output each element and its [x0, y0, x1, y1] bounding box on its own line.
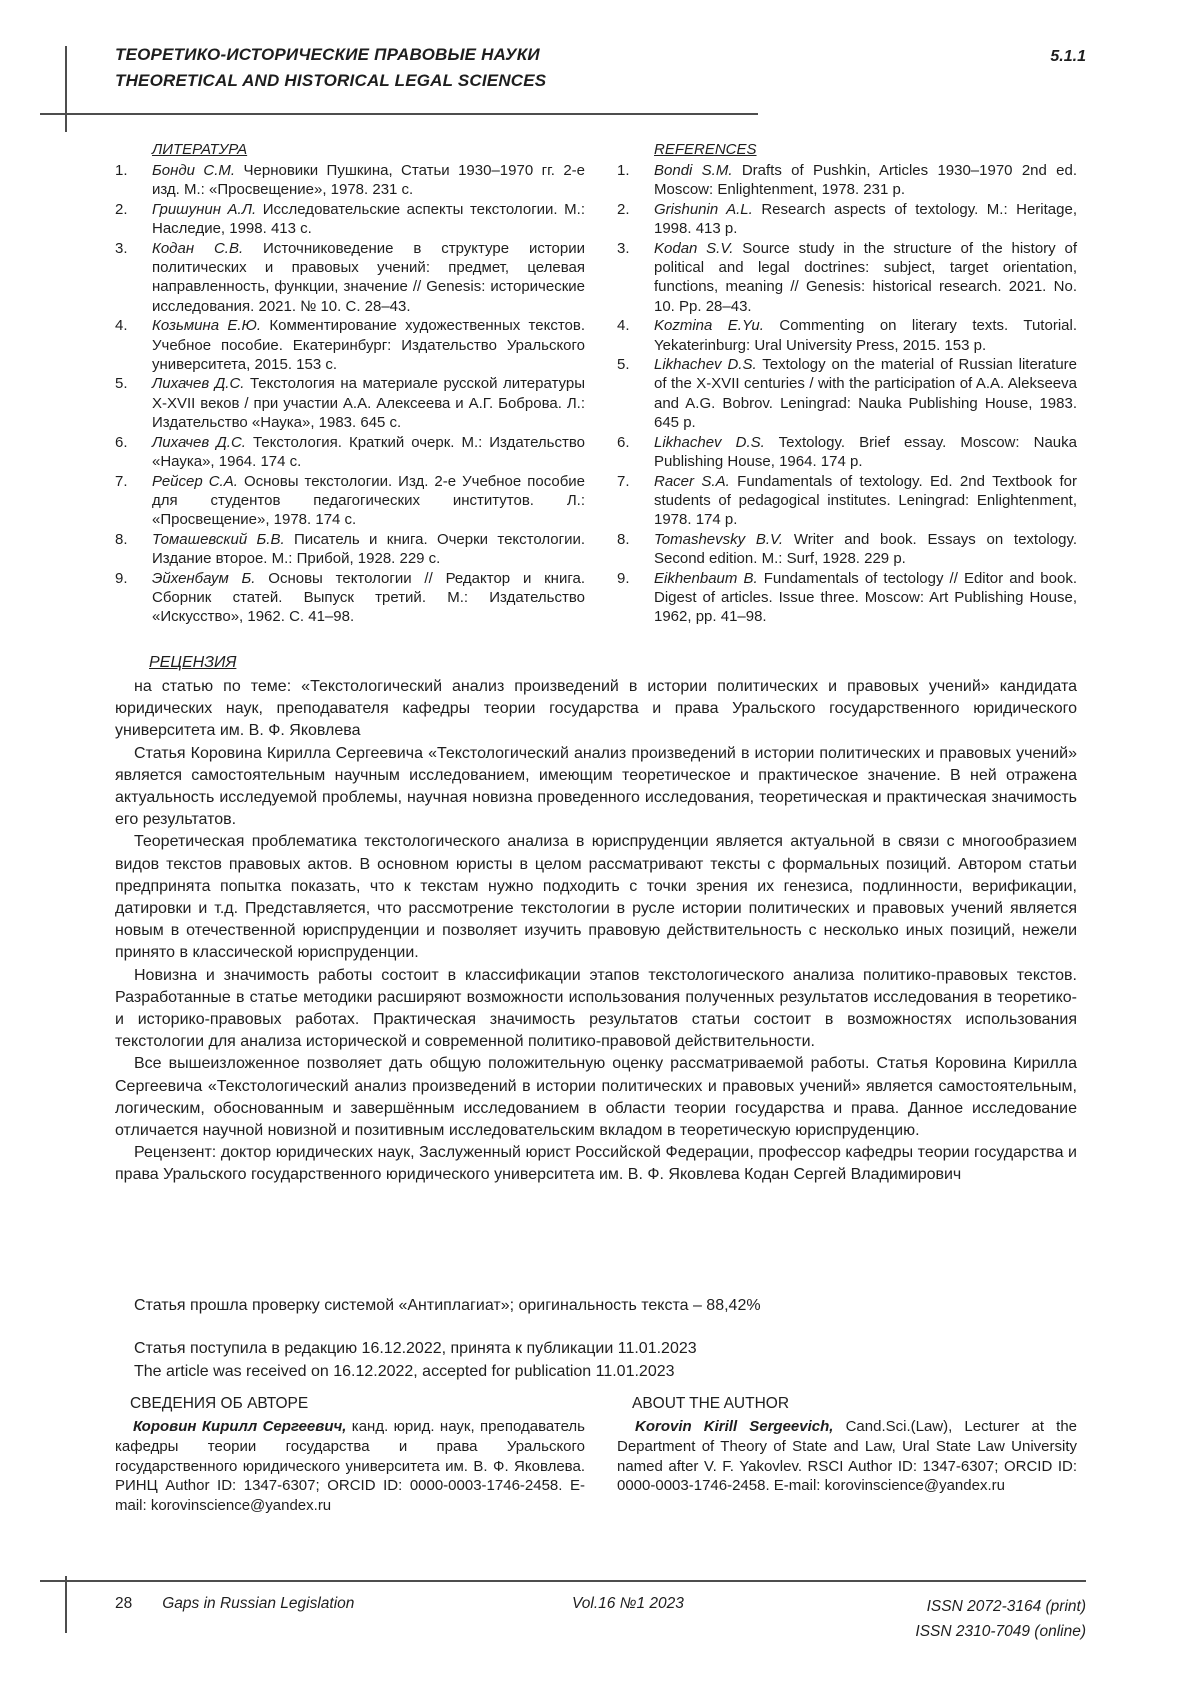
item-author: Kodan S.V.: [654, 239, 734, 257]
literature-item: [115, 161, 585, 200]
about-author-heading-ru: СВЕДЕНИЯ ОБ АВТОРЕ: [130, 1395, 309, 1412]
literature-item: [115, 530, 585, 569]
about-author-en: [617, 1394, 1077, 1516]
item-number: 8.: [115, 530, 128, 548]
item-author: Кодан С.В.: [152, 239, 244, 257]
item-number: 9.: [617, 569, 630, 587]
item-text: [152, 200, 585, 239]
item-text: [654, 569, 1077, 627]
item-citation: Source study in the structure of the history of political and legal doctrines: subject, target orientation, functions, meaning // Genesis: historical research. 2021. No. 10. Pp. 28–43.: [654, 239, 1077, 315]
item-text: [654, 239, 1077, 317]
literature-column: [115, 140, 585, 627]
item-number: 1.: [115, 162, 128, 179]
review-body: [115, 676, 1077, 1187]
item-number: 7.: [115, 472, 128, 490]
author-bio-en: [617, 1417, 1077, 1496]
item-text: [654, 530, 1077, 569]
item-author: Рейсер С.А.: [152, 472, 238, 490]
item-number: 2.: [617, 200, 630, 218]
item-citation: Основы тектологии // Редактор и книга. Сборник статей. Выпуск третий. М.: Издательство «Искусство», 1962. С. 41–98.: [152, 569, 586, 626]
volume-issue: Vol.16 №1 2023: [572, 1595, 684, 1612]
reference-item: [617, 161, 1077, 200]
item-citation: Текстология. Краткий очерк. М.: Издательство «Наука», 1964. 174 с.: [152, 433, 585, 471]
item-number: 7.: [617, 472, 630, 490]
literature-item: [115, 569, 585, 627]
item-citation: Research aspects of textology. M.: Heritage, 1998. 413 p.: [654, 200, 1077, 238]
author-bio-text-en: Cand.Sci.(Law), Lecturer at the Department of Theory of State and Law, Ural State Law University named after V. F. Yakovlev. RSCI Author ID: 1347-6307; ORCID ID: 0000-0003-1746-2458. E-mail: korovinscience@yandex.ru: [617, 1418, 1078, 1495]
review-paragraph: Новизна и значимость работы состоит в классификации этапов текстологического анализа политико-правовых текстов. Разработанные в статье методики расширяют возможности использования полученных результатов исследования в теоретико- и историко-правовых работах. Практическая значимость результатов статьи состоит в возможностях использования текстологии для анализа исторической и современной политико-правовой действительности.: [115, 966, 1077, 1051]
item-citation: Drafts of Pushkin, Articles 1930–1970 2nd ed. Moscow: Enlightenment, 1978. 231 p.: [654, 162, 1078, 199]
item-number: 4.: [115, 317, 128, 335]
item-citation: Источниковедение в структуре истории политических и правовых учений: предмет, целевая направленность, функции, значение // Genesis: исторические исследования. 2021. № 10. С. 28–43.: [152, 239, 585, 315]
item-number: 6.: [617, 433, 630, 451]
literature-item: [115, 316, 585, 374]
item-author: Likhachev D.S.: [654, 433, 765, 451]
item-text: [152, 433, 585, 472]
literature-list: [115, 161, 585, 627]
received-date-en: The article was received on 16.12.2022, accepted for publication 11.01.2023: [134, 1363, 675, 1380]
footer-horizontal-rule: [40, 1580, 1086, 1582]
reference-item: [617, 316, 1077, 355]
journal-title: Gaps in Russian Legislation: [162, 1595, 355, 1612]
item-author: Козьмина Е.Ю.: [152, 317, 262, 335]
footer-left: [115, 1594, 354, 1614]
reference-columns: [115, 140, 1077, 627]
section-category-en: THEORETICAL AND HISTORICAL LEGAL SCIENCES: [115, 71, 547, 90]
item-text: [152, 239, 585, 317]
item-citation: Textology. Brief essay. Moscow: Nauka Publishing House, 1964. 174 p.: [654, 433, 1077, 471]
item-author: Bondi S.M.: [654, 162, 733, 179]
author-name-en: Korovin Kirill Sergeevich,: [635, 1418, 834, 1435]
header-horizontal-rule: [40, 113, 758, 115]
literature-item: [115, 472, 585, 530]
item-citation: Комментирование художественных текстов. Учебное пособие. Екатеринбург: Издательство Уральского университета, 2015. 153 с.: [152, 317, 585, 374]
reference-item: [617, 355, 1077, 433]
reference-item: [617, 433, 1077, 472]
item-number: 6.: [115, 433, 128, 451]
item-text: [654, 472, 1077, 530]
item-number: 1.: [617, 162, 630, 179]
item-citation: Основы текстологии. Изд. 2-е Учебное пособие для студентов педагогических институтов. Л.: «Просвещение», 1978. 174 с.: [152, 472, 586, 529]
item-number: 3.: [115, 239, 128, 257]
item-text: [152, 316, 585, 374]
item-citation: Fundamentals of tectology // Editor and book. Digest of articles. Issue three. Moscow: Art Publishing House, 1962, pp. 41–98.: [654, 569, 1077, 626]
references-list: [617, 161, 1077, 627]
reference-item: [617, 569, 1077, 627]
antiplagiarism-note: Статья прошла проверку системой «Антиплагиат»; оригинальность текста – 88,42%: [134, 1297, 761, 1314]
item-citation: Writer and book. Essays on textology. Second edition. M.: Surf, 1928. 229 p.: [654, 530, 1078, 568]
item-text: [152, 374, 585, 432]
item-author: Racer S.A.: [654, 472, 730, 490]
references-column: [617, 140, 1077, 627]
item-number: 3.: [617, 239, 630, 257]
about-author-section: [115, 1394, 1077, 1516]
review-paragraph: Статья Коровина Кирилла Сергеевича «Текстологический анализ произведений в истории политических и правовых учений» является самостоятельным научным исследованием, имеющим теоретическое и практическое значение. В ней отражена актуальность исследуемой проблемы, научная новизна проведенного исследования, теоретическая и практическая значимость его результатов.: [115, 744, 1077, 829]
reference-item: [617, 472, 1077, 530]
author-name-ru: Коровин Кирилл Сергеевич,: [133, 1418, 347, 1435]
review-paragraph: на статью по теме: «Текстологический анализ произведений в истории политических и правовых учений» кандидата юридических наук, преподавателя кафедры теории государства и права Уральского государственного юридического университета им. В. Ф. Яковлева: [115, 678, 1077, 740]
item-citation: Текстология на материале русской литературы X-XVII веков / при участии А.А. Алексеева и А.Г. Боброва. Л.: Издательство «Наука», 1983. 645 с.: [152, 375, 585, 432]
literature-heading: ЛИТЕРАТУРА: [152, 141, 248, 158]
item-author: Лихачев Д.С.: [152, 375, 245, 393]
item-author: Гришунин А.Л.: [152, 200, 257, 218]
review-paragraph: Все вышеизложенное позволяет дать общую положительную оценку рассматриваемой работы. Статья Коровина Кирилла Сергеевича «Текстологический анализ произведений в истории политических и правовых учений» является самостоятельным, логическим, обоснованным и завершённым исследованием в области теории государства и права. Данное исследование отличается научной новизной и позитивным исследовательским вкладом в теоретическую юриспруденцию.: [115, 1055, 1077, 1140]
item-text: [152, 530, 585, 569]
item-number: 4.: [617, 317, 630, 335]
about-author-ru: [115, 1394, 585, 1516]
item-text: [654, 433, 1077, 472]
item-number: 5.: [617, 356, 630, 374]
author-bio-text-ru: канд. юрид. наук, преподаватель кафедры теории государства и права Уральского государственного юридического университета им. В. Ф. Яковлева. РИНЦ Author ID: 1347-6307; ORCID ID: 0000-0003-1746-2458. E-mail: korovinscience@yandex.ru: [115, 1418, 585, 1515]
page-header: [115, 42, 546, 94]
footer-vertical-rule: [65, 1576, 67, 1633]
item-text: [152, 472, 585, 530]
issn-block: [915, 1594, 1086, 1644]
item-text: [654, 316, 1077, 355]
item-citation: Исследовательские аспекты текстологии. М.: Наследие, 1998. 413 с.: [152, 200, 585, 238]
item-number: 9.: [115, 569, 128, 587]
literature-item: [115, 433, 585, 472]
item-citation: Писатель и книга. Очерки текстологии. Издание второе. М.: Прибой, 1928. 229 с.: [152, 530, 586, 568]
item-author: Likhachev D.S.: [654, 356, 757, 374]
item-author: Томашевский Б.В.: [152, 530, 285, 548]
header-vertical-rule: [65, 46, 67, 132]
specialty-code: 5.1.1: [1050, 48, 1086, 65]
item-text: [654, 355, 1077, 433]
issn-online: ISSN 2310-7049 (online): [915, 1623, 1086, 1640]
issn-print: ISSN 2072-3164 (print): [926, 1598, 1086, 1615]
item-text: [152, 161, 585, 200]
references-heading: REFERENCES: [654, 141, 757, 158]
item-author: Eikhenbaum B.: [654, 569, 758, 587]
item-number: 5.: [115, 375, 128, 393]
item-author: Grishunin A.L.: [654, 200, 753, 218]
item-author: Лихачев Д.С.: [152, 433, 246, 451]
literature-item: [115, 200, 585, 239]
section-category-ru: ТЕОРЕТИКО-ИСТОРИЧЕСКИЕ ПРАВОВЫЕ НАУКИ: [115, 45, 540, 64]
item-author: Kozmina E.Yu.: [654, 317, 764, 335]
review-paragraph: Теоретическая проблематика текстологического анализа в юриспруденции является актуальной в связи с многообразием видов текстов правовых актов. В основном юристы в целом рассматривают тексты с формальных позиций. Автором статьи предпринята попытка показать, что к текстам нужно подходить с точки зрения их генезиса, подлинности, верификации, датировки и т.д. Представляется, что рассмотрение текстологии в русле истории политических и правовых учений является новым в отечественной юриспруденции и позволяет изучить правовую действительность с несколько иных позиций, нежели принято в классической юриспруденции.: [115, 833, 1077, 962]
about-author-heading-en: ABOUT THE AUTHOR: [632, 1395, 790, 1412]
reference-item: [617, 239, 1077, 317]
literature-item: [115, 239, 585, 317]
item-number: 2.: [115, 200, 128, 218]
item-author: Эйхенбаум Б.: [152, 569, 256, 587]
submission-dates: [115, 1337, 1077, 1383]
item-citation: Commenting on literary texts. Tutorial. Yekaterinburg: Ural University Press, 2015. 153 p.: [654, 317, 1077, 354]
item-text: [152, 569, 585, 627]
reference-item: [617, 200, 1077, 239]
page-number: 28: [115, 1595, 133, 1612]
item-author: Tomashevsky B.V.: [654, 530, 784, 548]
item-number: 8.: [617, 530, 630, 548]
received-date-ru: Статья поступила в редакцию 16.12.2022, принята к публикации 11.01.2023: [134, 1340, 697, 1357]
review-paragraph: Рецензент: доктор юридических наук, Заслуженный юрист Российской Федерации, профессор кафедры теории государства и права Уральского государственного юридического университета им. В. Ф. Яковлева Кодан Сергей Владимирович: [115, 1144, 1077, 1184]
item-author: Бонди С.М.: [152, 162, 236, 179]
item-citation: Черновики Пушкина, Статьи 1930–1970 гг. 2-е изд. М.: «Просвещение», 1978. 231 с.: [152, 162, 585, 199]
review-section: [115, 652, 1077, 1187]
reference-item: [617, 530, 1077, 569]
item-text: [654, 161, 1077, 200]
review-heading: РЕЦЕНЗИЯ: [149, 654, 237, 671]
item-citation: Textology on the material of Russian literature of the X-XVII centuries / with the participation of A.A. Alekseeva and A.G. Bobrov. Leningrad: Nauka Publishing House, 1983. 645 p.: [654, 356, 1077, 432]
item-text: [654, 200, 1077, 239]
author-bio-ru: [115, 1417, 585, 1516]
literature-item: [115, 374, 585, 432]
item-citation: Fundamentals of textology. Ed. 2nd Textbook for students of pedagogical institutes. Leningrad: Enlightenment, 1978. 174 p.: [654, 472, 1078, 529]
